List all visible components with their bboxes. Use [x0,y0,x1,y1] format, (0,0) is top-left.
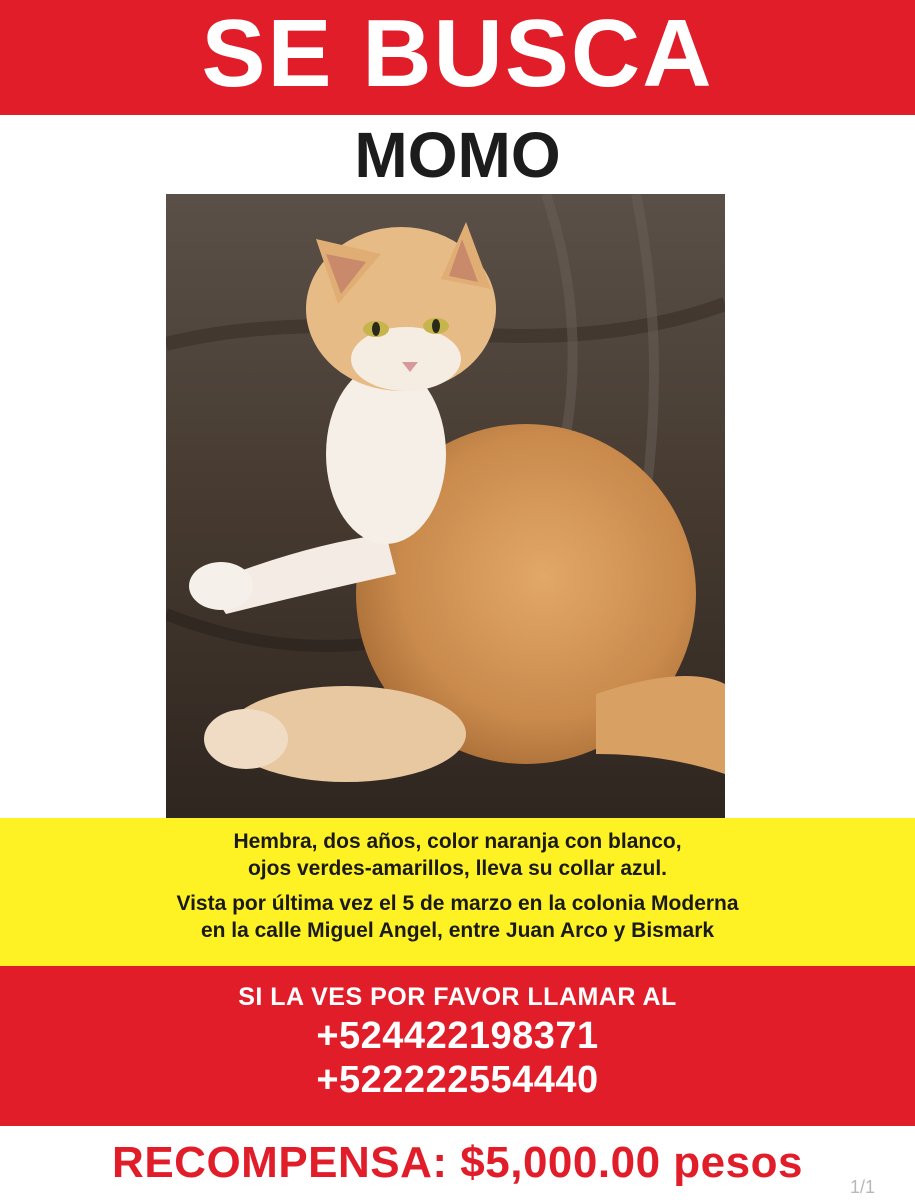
description-panel [0,818,915,966]
title-banner [0,0,915,115]
description-line: Hembra, dos años, color naranja con blanco, [233,830,682,853]
page-title: SE BUSCA [201,0,714,107]
page-indicator: 1/1 [849,1177,875,1197]
phone-number-2: +522222554440 [316,1059,599,1101]
reward-text: RECOMPENSA: $5,000.00 pesos [112,1138,803,1187]
last-seen-line: Vista por última vez el 5 de marzo en la colonia Moderna [176,892,739,915]
last-seen-line: en la calle Miguel Angel, entre Juan Arco y Bismark [200,919,715,942]
description-line: ojos verdes-amarillos, lleva su collar azul. [247,857,667,880]
cat-illustration [166,194,725,818]
phone-number-1: +524422198371 [316,1015,599,1057]
cat-photo [166,194,725,818]
pet-name: MOMO [354,119,561,191]
contact-panel [0,966,915,1126]
pet-name-section [0,115,915,195]
call-to-action: SI LA VES POR FAVOR LLAMAR AL [238,983,677,1011]
reward-section [0,1126,915,1200]
